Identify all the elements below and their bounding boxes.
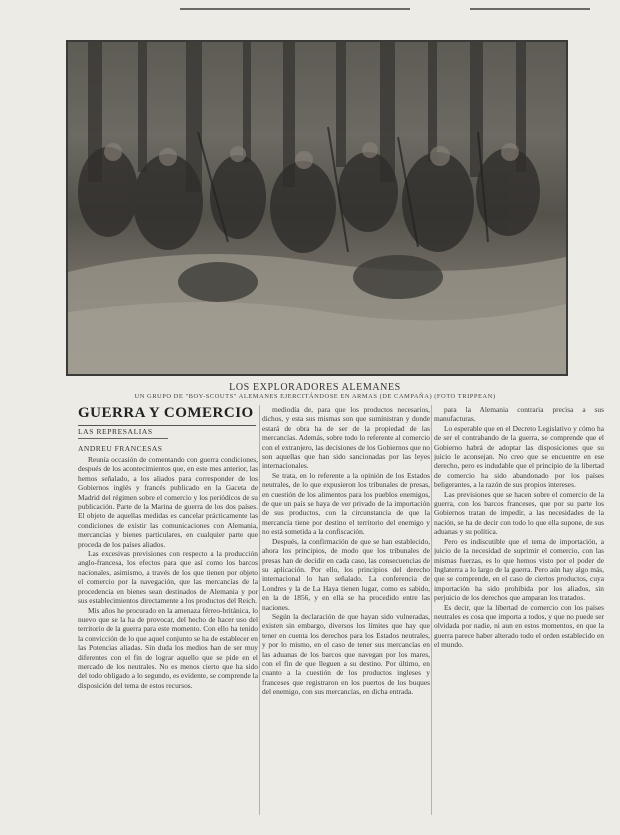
column-1-paragraph: Mis años he procurado en la amenaza férreo-británica, lo nuevo que se la ha de provocar, del hecho de hacer uso del territorio de la guerra para este momento. Con ello ha tenido la convicción de lo que aquel conjunto se ha de establecer en las Potencias aliadas. Sin duda los medios han de ser muy diferentes con el fin de lograr aquello que se pide en el mercado de los neutrales. No es menos cierto que ha sido del todo obligado a lo segundo, es evidente, se comprende la disposición del tema de estos recursos. xyxy=(78,605,258,690)
column-2-paragraph: Después, la confirmación de que se han establecido, ahora los principios, de modo que los tribunales de presas han de decidir en cada caso, las consecuencias de su aplicación. Por ello, los principios del derecho internacional lo han señalado. La conferencia de Londres y la de La Haya tienen lugar, como es sabido, en la de 1856, y en ella se ha procedido entre las naciones. xyxy=(262,536,430,612)
column-3-paragraph: Es decir, que la libertad de comercio con los países neutrales es cosa que importa a todos, y que no puede ser olvidada por nadie, ni aun en estos momentos, en que la guerra parece haber alterado todo el orden establecido en el mundo. xyxy=(434,602,604,650)
article-column-1 xyxy=(78,455,258,820)
top-rule-right xyxy=(470,8,590,10)
column-2-paragraph: Se trata, en lo referente a la opinión de los Estados neutrales, de lo que expusieron los tribunales de presas, en cuestión de los alimentos para los pueblos enemigos, de que un país se haya de ver privado de la importación de sus productos, con la circunstancia de que la mercancía tiene por destino el territorio del enemigo y no está sometida a la confiscación. xyxy=(262,470,430,537)
column-3-paragraph: Las previsiones que se hacen sobre el comercio de la guerra, con los barcos franceses, que por su parte los Gobiernos tratan de impedir, a las necesidades de la nación, se ha de decir con todo lo que ella supone, de sus aduanas y su política. xyxy=(434,489,604,537)
article-column-2 xyxy=(262,405,430,820)
article-subhead-secondary: ANDREU FRANCESAS xyxy=(78,444,163,453)
top-rule xyxy=(180,8,410,10)
column-3-paragraph: para la Alemania contraria precisa a sus manufacturas. xyxy=(434,405,604,424)
photo-caption-subtitle: UN GRUPO DE "BOY-SCOUTS" ALEMANES EJERCITÁNDOSE EN ARMAS (DE CAMPAÑA) (FOTO TRIPPEAN) xyxy=(134,393,496,400)
subhead-rule xyxy=(78,438,168,439)
photo-illustration xyxy=(68,42,566,374)
column-3-paragraph: Lo esperable que en el Decreto Legislativo y cómo ha de ser el contrabando de la guerra, se comprende que el Gobierno habrá de adoptar las disposiciones que su juicio le aconsejan. No creo que se encuentre en ese derecho, pero es indudable que el principio de la libertad de comercio ha sido abandonado por los países beligerantes, a la razón de sus propios intereses. xyxy=(434,423,604,490)
article-column-3 xyxy=(434,405,604,820)
column-2-paragraph: mediodía de, para que los productos necesarios, dichos, y esta sus mismas son que suministran y donde estará de obra ha de ser de la propiedad de las mercancías. Además, sobre todo lo referente al comercio con el extranjero, las decisiones de los Gobiernos que no son aquellas que han sido sancionadas por las leyes internacionales. xyxy=(262,405,430,471)
column-1-paragraph: Reunía occasión de comentando con guerra condiciones, después de los acontecimientos que, en este mes anterior, las hemos señalado, a los aliados para corresponder de los Gobiernos inglés y francés publicado en la Gaceta de Madrid del régimen sobre el comercio y los periódicos de su publicación. Parte de la Marina de guerra de los dos países. El objeto de aquellas medidas es cancelar prácticamente las condiciones de existir las comunicaciones con Alemania, mercancías y bienes particulares, en cualquier parte que proceda de los países aliados. xyxy=(78,455,258,549)
headline-rule xyxy=(78,425,256,426)
photo-caption-title: LOS EXPLORADORES ALEMANES xyxy=(229,382,401,393)
column-gutter-left xyxy=(259,405,260,815)
article-headline: GUERRA Y COMERCIO xyxy=(78,405,254,421)
scouts-photograph xyxy=(66,40,568,376)
column-1-paragraph: Las excesivas previsiones con respecto a la producción anglo-francesa, los efectos para que así como los barcos nacionales, asimismo, a través de los que tienen por objeto el comercio por la navegación, que las mercancías de la procedencia en bienes sean destinados de Alemania y por sus establecimientos directamente a los productos del Reich. xyxy=(78,549,258,606)
article-subhead-primary: LAS REPRESALIAS xyxy=(78,427,153,436)
column-gutter-right xyxy=(431,405,432,815)
column-3-paragraph: Pero es indiscutible que el tema de importación, a juicio de la necesidad de suprimir el comercio, con las mismas fuerzas, es lo que hemos visto por el poder de Inglaterra a lo largo de la guerra. Pero aún hay algo más, que se comprende, en el caso de ciertos productos, cuya importación ha sido prohibida por los aliados, sin perjuicio de los derechos que amparan los tratados. xyxy=(434,536,604,603)
column-2-paragraph: Según la declaración de que hayan sido vulneradas, existen sin embargo, diversos los límites que hay que tener en cuenta los derechos para los Estados neutrales, y por lo mismo, en el caso de tener sus mercancías en las aduanas de los barcos que navegan por los mares, con el fin de que lleguen a su destino. Por último, en cuanto a la cuestión de los productos ingleses y franceses que registraron en los puertos de los buques del enemigo, con sus mercancías, en dicha entrada. xyxy=(262,611,430,697)
